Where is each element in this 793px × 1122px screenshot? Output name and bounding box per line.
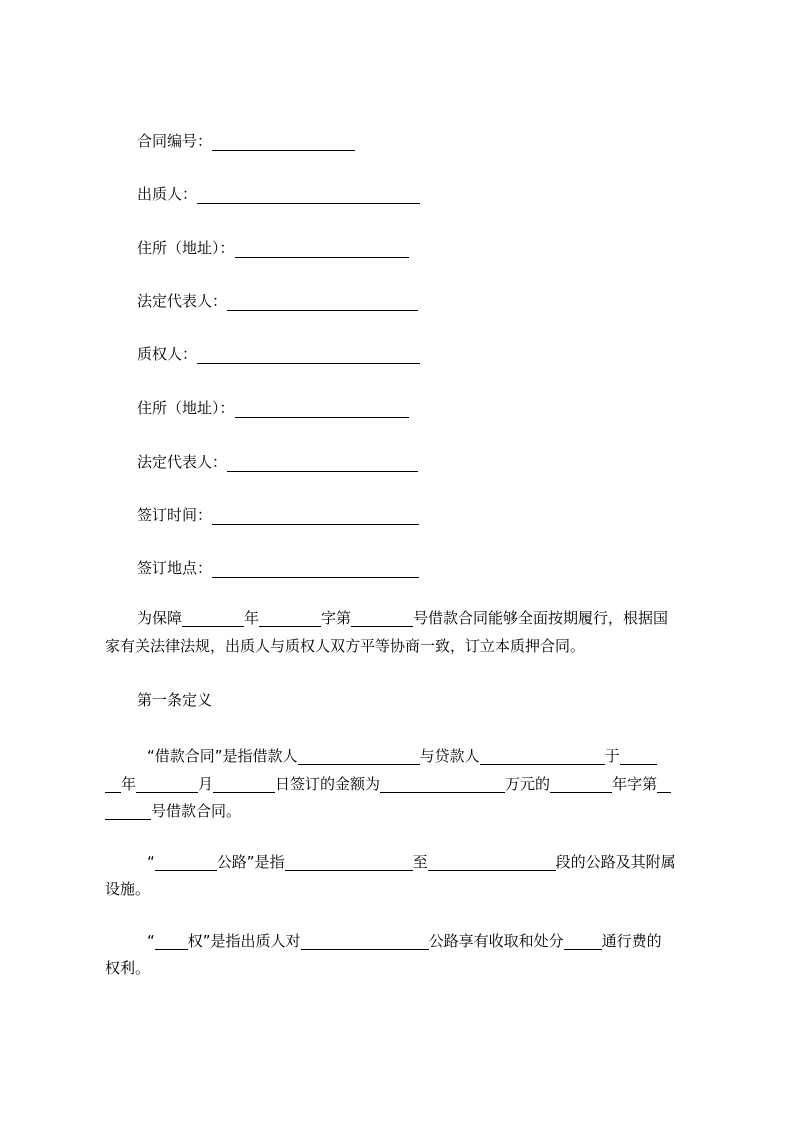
preamble-text-2: 年 [244,609,260,627]
def-right-line-2 [105,955,150,982]
preamble-text-5: 家有关法律法规，出质人与质权人双方平等协商一致，订立本质押合同。 [105,637,586,655]
def-road-text-5: 设施。 [105,880,151,898]
def-right-text-3: 公路享有收取和处分 [428,932,564,950]
signing-place-field [137,558,419,578]
pledgor-field [137,184,420,204]
def-loan-text-6: 日签订的金额为 [275,775,381,793]
pledgor-legal-rep-label: 法定代表人： [137,292,228,310]
def-loan-line-3 [105,798,241,825]
signing-place-label: 签订地点： [137,559,213,577]
pledgee-label: 质权人： [137,345,198,363]
def-loan-text-9: 号借款合同。 [151,802,242,820]
preamble-line-2 [105,633,585,660]
preamble-blank-1[interactable] [182,609,244,627]
preamble-line-1 [137,605,668,632]
def-right-blank-toll[interactable] [564,932,602,950]
pledgor-address-blank[interactable] [235,240,409,258]
def-loan-text-7: 万元的 [505,775,551,793]
def-right-blank-road[interactable] [301,932,429,950]
preamble-text-4: 号借款合同能够全面按期履行，根据国 [413,609,669,627]
def-right-text-5: 权利。 [105,959,151,977]
pledgor-address-label: 住所（地址）： [137,239,235,257]
preamble-text-3: 字第 [321,609,352,627]
def-road-blank-to[interactable] [428,853,556,871]
def-road-text-4: 段的公路及其附属 [555,853,676,871]
preamble-blank-3[interactable] [351,609,413,627]
def-loan-text-4: 年 [121,775,137,793]
def-road-text-1: “ [147,853,155,871]
pledgee-legal-rep-field [137,452,418,472]
article-1-heading: 第一条定义 [137,691,213,709]
preamble-blank-2[interactable] [259,609,321,627]
pledgor-address-field [137,238,409,258]
signing-place-blank[interactable] [212,560,419,578]
def-loan-blank-ref-year[interactable] [550,775,612,793]
pledgor-blank[interactable] [197,186,420,204]
signing-time-field [137,505,419,525]
def-road-line-2 [105,876,150,903]
contract-number-label: 合同编号： [137,132,213,150]
pledgor-label: 出质人： [137,185,198,203]
def-loan-blank-amount[interactable] [380,775,505,793]
def-right-line-1 [147,928,662,955]
def-loan-blank-ref-no-b[interactable] [105,802,151,820]
pledgee-legal-rep-blank[interactable] [227,454,418,472]
def-loan-blank-year-a[interactable] [620,747,657,765]
pledgee-address-field [137,398,409,418]
def-road-line-1 [147,849,676,876]
def-loan-line-2 [105,771,671,798]
def-road-text-3: 至 [412,853,428,871]
def-road-blank-name[interactable] [155,853,217,871]
def-right-blank-name[interactable] [155,932,188,950]
def-loan-blank-day[interactable] [213,775,275,793]
def-road-blank-from[interactable] [285,853,413,871]
def-loan-blank-ref-no-a[interactable] [657,775,671,793]
signing-time-blank[interactable] [212,507,419,525]
def-loan-text-8: 年字第 [612,775,658,793]
pledgee-field [137,344,420,364]
def-loan-text-5: 月 [198,775,214,793]
def-loan-blank-month[interactable] [136,775,198,793]
pledgee-legal-rep-label: 法定代表人： [137,453,228,471]
def-loan-text-2: 与贷款人 [419,747,480,765]
signing-time-label: 签订时间： [137,506,213,524]
def-right-text-2: 权”是指出质人对 [187,932,301,950]
def-right-text-4: 通行费的 [601,932,662,950]
preamble-text-1: 为保障 [137,609,183,627]
def-loan-text-3: 于 [604,747,620,765]
pledgor-legal-rep-field [137,291,418,311]
contract-number-field [137,131,355,151]
pledgee-address-label: 住所（地址）： [137,399,235,417]
pledgee-blank[interactable] [197,346,420,364]
pledgee-address-blank[interactable] [235,400,409,418]
def-loan-line-1 [147,743,657,770]
def-loan-text-1: “借款合同”是指借款人 [147,747,298,765]
def-right-text-1: “ [147,932,155,950]
def-road-text-2: 公路”是指 [216,853,285,871]
def-loan-blank-borrower[interactable] [298,747,420,765]
pledgor-legal-rep-blank[interactable] [227,293,418,311]
contract-number-blank[interactable] [212,133,355,151]
def-loan-blank-lender[interactable] [480,747,605,765]
def-loan-blank-year-b[interactable] [105,775,121,793]
